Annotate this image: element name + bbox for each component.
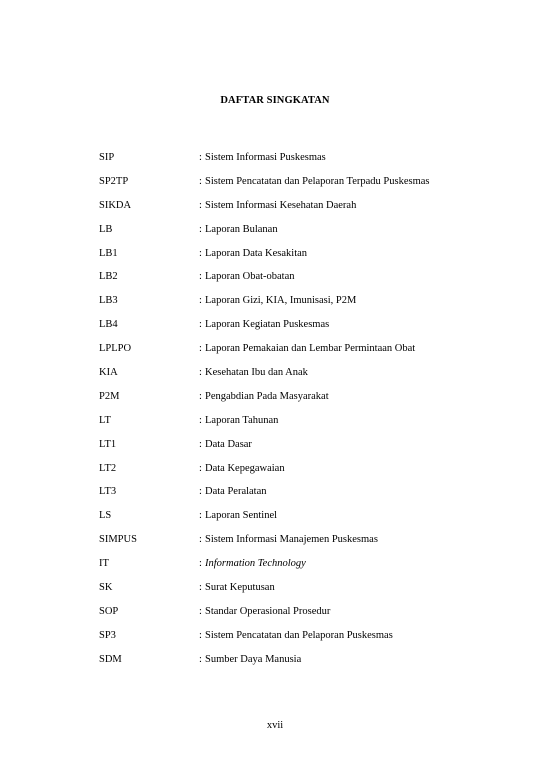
- abbreviation-separator: :: [199, 653, 202, 665]
- abbreviation-meaning: Surat Keputusan: [205, 582, 275, 594]
- abbreviation-term: LB: [99, 223, 113, 235]
- abbreviation-row: [99, 337, 479, 361]
- abbreviation-term: KIA: [99, 367, 118, 379]
- abbreviation-meaning: Laporan Pemakaian dan Lembar Permintaan Obat: [205, 343, 416, 355]
- abbreviation-separator: :: [199, 343, 202, 355]
- abbreviation-meaning: Sistem Pencatatan dan Pelaporan Puskesmas: [205, 629, 393, 641]
- page-title: DAFTAR SINGKATAN: [220, 95, 330, 106]
- abbreviation-term: LPLPO: [99, 343, 132, 355]
- abbreviation-row: [99, 170, 479, 194]
- abbreviation-row: [99, 552, 479, 576]
- abbreviation-separator: :: [199, 175, 202, 187]
- abbreviation-row: [99, 433, 479, 457]
- abbreviation-row: [99, 457, 479, 481]
- abbreviation-separator: :: [199, 462, 202, 474]
- abbreviation-term: LB3: [99, 295, 118, 307]
- abbreviation-term: LB1: [99, 247, 118, 259]
- abbreviation-meaning: Data Dasar: [205, 438, 252, 450]
- abbreviation-meaning: Laporan Gizi, KIA, Imunisasi, P2M: [205, 295, 357, 307]
- page-number: xvii: [266, 720, 284, 731]
- abbreviation-row: [99, 600, 479, 624]
- abbreviation-term: SP3: [99, 629, 116, 641]
- abbreviation-row: [99, 576, 479, 600]
- abbreviation-separator: :: [199, 558, 202, 570]
- abbreviation-meaning: Data Peralatan: [205, 486, 267, 498]
- abbreviation-row: [99, 648, 479, 672]
- abbreviation-row: [99, 146, 479, 170]
- abbreviation-separator: :: [199, 534, 202, 546]
- abbreviation-separator: :: [199, 438, 202, 450]
- abbreviation-row: [99, 361, 479, 385]
- abbreviation-term: LS: [99, 510, 112, 522]
- abbreviation-meaning: Laporan Bulanan: [205, 223, 278, 235]
- abbreviation-separator: :: [199, 152, 202, 163]
- abbreviation-row: [99, 504, 479, 528]
- abbreviation-term: SIKDA: [99, 199, 132, 211]
- abbreviation-meaning: Laporan Kegiatan Puskesmas: [205, 319, 330, 331]
- abbreviation-separator: :: [199, 486, 202, 498]
- abbreviation-meaning: Information Technology: [205, 558, 306, 570]
- abbreviation-meaning: Sumber Daya Manusia: [205, 653, 302, 665]
- abbreviation-term: SIP: [99, 152, 115, 163]
- abbreviation-row: [99, 528, 479, 552]
- abbreviation-separator: :: [199, 199, 202, 211]
- abbreviation-separator: :: [199, 605, 202, 617]
- abbreviation-row: [99, 218, 479, 242]
- abbreviation-term: LT3: [99, 486, 117, 498]
- abbreviation-separator: :: [199, 247, 202, 259]
- abbreviation-meaning: Pengabdian Pada Masyarakat: [205, 390, 329, 402]
- abbreviation-separator: :: [199, 319, 202, 331]
- abbreviation-meaning: Laporan Sentinel: [205, 510, 278, 522]
- abbreviation-term: LT1: [99, 438, 117, 450]
- abbreviation-separator: :: [199, 271, 202, 283]
- abbreviation-meaning: Sistem Pencatatan dan Pelaporan Terpadu Puskesmas: [205, 175, 430, 187]
- abbreviation-term: P2M: [99, 390, 120, 402]
- abbreviation-separator: :: [199, 367, 202, 379]
- abbreviation-separator: :: [199, 390, 202, 402]
- abbreviation-term: SDM: [99, 653, 122, 665]
- abbreviation-separator: :: [199, 629, 202, 641]
- abbreviation-term: LT: [99, 414, 111, 426]
- abbreviation-term: LB4: [99, 319, 118, 331]
- abbreviation-row: [99, 313, 479, 337]
- abbreviation-separator: :: [199, 295, 202, 307]
- abbreviation-term: IT: [99, 558, 109, 570]
- abbreviation-term: SOP: [99, 605, 119, 617]
- abbreviation-meaning: Sistem Informasi Puskesmas: [205, 152, 326, 163]
- abbreviation-term: SIMPUS: [99, 534, 137, 546]
- abbreviation-term: SP2TP: [99, 175, 129, 187]
- abbreviation-meaning: Kesehatan Ibu dan Anak: [205, 367, 308, 379]
- abbreviation-row: [99, 265, 479, 289]
- abbreviation-row: [99, 194, 479, 218]
- abbreviation-separator: :: [199, 582, 202, 594]
- abbreviation-meaning: Sistem Informasi Manajemen Puskesmas: [205, 534, 378, 546]
- abbreviation-meaning: Standar Operasional Prosedur: [205, 605, 331, 617]
- abbreviation-row: [99, 385, 479, 409]
- abbreviation-row: [99, 409, 479, 433]
- abbreviation-row: [99, 480, 479, 504]
- abbreviation-term: LB2: [99, 271, 118, 283]
- abbreviation-term: SK: [99, 582, 113, 594]
- abbreviation-separator: :: [199, 223, 202, 235]
- abbreviation-meaning: Laporan Data Kesakitan: [205, 247, 308, 259]
- abbreviation-separator: :: [199, 510, 202, 522]
- abbreviation-row: [99, 624, 479, 648]
- abbreviation-meaning: Laporan Tahunan: [205, 414, 279, 426]
- abbreviation-meaning: Data Kepegawaian: [205, 462, 285, 474]
- abbreviation-list: [99, 146, 479, 672]
- abbreviation-row: [99, 242, 479, 266]
- abbreviation-term: LT2: [99, 462, 117, 474]
- abbreviation-meaning: Sistem Informasi Kesehatan Daerah: [205, 199, 357, 211]
- abbreviation-row: [99, 289, 479, 313]
- abbreviation-separator: :: [199, 414, 202, 426]
- abbreviation-meaning: Laporan Obat-obatan: [205, 271, 295, 283]
